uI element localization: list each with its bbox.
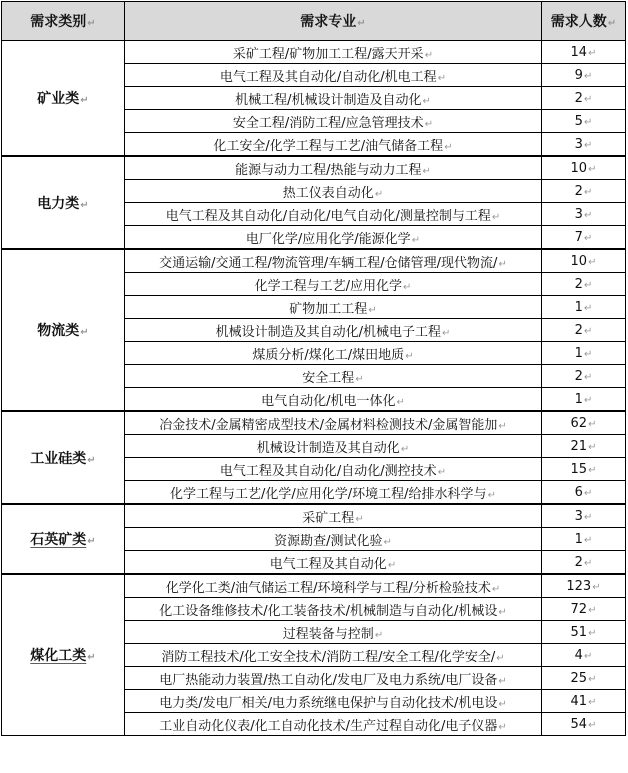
count-cell — [542, 458, 626, 481]
count-value: 9 — [574, 67, 583, 83]
major-cell — [125, 504, 542, 528]
paragraph-mark: ↵ — [487, 489, 496, 501]
table-row — [2, 41, 626, 64]
paragraph-mark: ↵ — [87, 652, 96, 663]
paragraph-mark: ↵ — [496, 652, 505, 664]
paragraph-mark: ↵ — [422, 165, 431, 177]
major-cell — [125, 64, 542, 87]
category-label: 工业硅类 — [30, 450, 87, 467]
paragraph-mark: ↵ — [383, 536, 392, 548]
count-value: 7 — [574, 229, 583, 245]
paragraph-mark: ↵ — [403, 281, 412, 293]
major-cell — [125, 365, 542, 388]
paragraph-mark: ↵ — [355, 513, 364, 525]
major-label: 矿物加工工程 — [289, 301, 368, 317]
count-cell — [542, 411, 626, 435]
major-label: 化工设备维修技术/化工装备技术/机械制造与自动化/机械设 — [159, 603, 498, 619]
paragraph-mark: ↵ — [396, 396, 405, 408]
count-cell — [542, 574, 626, 598]
paragraph-mark: ↵ — [588, 696, 597, 708]
paragraph-mark: ↵ — [498, 258, 507, 270]
category-label: 煤化工类 — [30, 648, 87, 664]
paragraph-mark: ↵ — [422, 95, 431, 107]
major-cell — [125, 481, 542, 505]
header-major: 需求专业↵ — [125, 2, 542, 41]
count-value: 2 — [574, 368, 583, 384]
count-cell — [542, 133, 626, 157]
category-label: 物流类 — [37, 323, 80, 339]
paragraph-mark: ↵ — [498, 698, 507, 710]
paragraph-mark: ↵ — [583, 394, 593, 406]
paragraph-mark: ↵ — [424, 49, 434, 61]
major-cell — [125, 41, 542, 64]
major-label: 能源与动力工程/热能与动力工程 — [235, 162, 422, 178]
major-label: 电气工程及其自动化/自动化/电气自动化/测量控制与工程 — [165, 208, 491, 224]
major-cell — [125, 133, 542, 157]
category-label: 石英矿类 — [30, 532, 87, 548]
major-cell — [125, 574, 542, 598]
count-value: 2 — [574, 276, 583, 292]
major-label: 采矿工程 — [302, 510, 355, 526]
count-value: 25 — [570, 670, 588, 686]
paragraph-mark: ↵ — [80, 327, 89, 338]
count-cell — [542, 226, 626, 250]
count-cell — [542, 64, 626, 87]
major-label: 电气工程及其自动化/自动化/测控技术 — [219, 463, 437, 479]
count-value: 5 — [574, 113, 583, 129]
major-cell — [125, 667, 542, 690]
major-cell — [125, 528, 542, 551]
major-label: 交通运输/交通工程/物流管理/车辆工程/仓储管理/现代物流/ — [159, 255, 498, 271]
count-value: 10 — [570, 160, 588, 176]
major-label: 机械工程/机械设计制造及自动化 — [235, 92, 422, 108]
major-cell — [125, 226, 542, 250]
paragraph-mark: ↵ — [355, 373, 364, 385]
count-cell — [542, 41, 626, 64]
paragraph-mark: ↵ — [583, 116, 593, 128]
count-value: 2 — [574, 322, 583, 338]
count-cell — [542, 110, 626, 133]
paragraph-mark: ↵ — [444, 141, 453, 153]
paragraph-mark: ↵ — [588, 604, 597, 616]
paragraph-mark: ↵ — [498, 606, 507, 618]
count-value: 72 — [570, 601, 588, 617]
major-cell — [125, 690, 542, 713]
paragraph-mark: ↵ — [374, 629, 384, 641]
paragraph-mark: ↵ — [491, 211, 501, 223]
paragraph-mark: ↵ — [400, 443, 410, 455]
count-cell — [542, 435, 626, 458]
count-value: 14 — [570, 44, 588, 60]
major-cell — [125, 435, 542, 458]
paragraph-mark: ↵ — [583, 186, 593, 198]
header-category: 需求类别↵ — [2, 2, 125, 41]
count-cell — [542, 504, 626, 528]
major-cell — [125, 110, 542, 133]
paragraph-mark: ↵ — [592, 581, 601, 593]
category-cell — [2, 41, 125, 157]
recruitment-demand-table — [1, 1, 626, 736]
count-cell — [542, 551, 626, 575]
major-label: 消防工程技术/化工安全技术/消防工程/安全工程/化学安全/ — [161, 649, 496, 665]
major-cell — [125, 388, 542, 412]
major-cell — [125, 180, 542, 203]
major-cell — [125, 273, 542, 296]
header-count: 需求人数↵ — [542, 2, 626, 41]
count-cell — [542, 249, 626, 273]
count-cell — [542, 203, 626, 226]
paragraph-mark: ↵ — [588, 719, 597, 731]
paragraph-mark: ↵ — [80, 199, 89, 211]
count-cell — [542, 342, 626, 365]
paragraph-mark: ↵ — [80, 95, 89, 106]
count-cell — [542, 319, 626, 342]
count-cell — [542, 481, 626, 505]
paragraph-mark: ↵ — [583, 139, 593, 151]
table-row — [2, 574, 626, 598]
paragraph-mark: ↵ — [498, 675, 507, 687]
count-cell — [542, 690, 626, 713]
count-value: 1 — [574, 345, 583, 361]
major-cell — [125, 296, 542, 319]
count-value: 10 — [570, 253, 588, 269]
paragraph-mark: ↵ — [588, 256, 597, 268]
count-value: 1 — [574, 391, 583, 407]
paragraph-mark: ↵ — [583, 511, 593, 523]
paragraph-mark: ↵ — [424, 118, 434, 130]
count-cell — [542, 273, 626, 296]
count-value: 123 — [566, 578, 592, 594]
major-label: 化学化工类/油气储运工程/环境科学与工程/分析检验技术 — [165, 580, 491, 596]
paragraph-mark: ↵ — [583, 325, 593, 337]
paragraph-mark: ↵ — [583, 534, 593, 546]
count-value: 15 — [570, 461, 588, 477]
count-cell — [542, 528, 626, 551]
paragraph-mark: ↵ — [387, 559, 397, 571]
count-value: 62 — [570, 415, 588, 431]
major-cell — [125, 713, 542, 736]
major-cell — [125, 156, 542, 180]
count-value: 2 — [574, 554, 583, 570]
major-label: 化学工程与工艺/化学/应用化学/环境工程/给排水科学与 — [170, 486, 487, 502]
count-cell — [542, 296, 626, 319]
major-cell — [125, 319, 542, 342]
count-cell — [542, 156, 626, 180]
major-label: 电气自动化/机电一体化 — [261, 393, 396, 409]
paragraph-mark: ↵ — [374, 188, 384, 200]
table-header-row — [2, 2, 626, 41]
major-label: 安全工程/消防工程/应急管理技术 — [232, 115, 424, 131]
major-cell — [125, 411, 542, 435]
paragraph-mark: ↵ — [588, 163, 597, 175]
major-cell — [125, 621, 542, 644]
count-cell — [542, 180, 626, 203]
paragraph-mark: ↵ — [583, 348, 593, 360]
category-cell — [2, 574, 125, 736]
major-cell — [125, 644, 542, 667]
paragraph-mark: ↵ — [498, 721, 507, 733]
count-cell — [542, 667, 626, 690]
major-label: 冶金技术/金属精密成型技术/金属材料检测技术/金属智能加 — [159, 417, 498, 433]
paragraph-mark: ↵ — [411, 234, 421, 246]
paragraph-mark: ↵ — [583, 279, 593, 291]
paragraph-mark: ↵ — [583, 232, 593, 244]
major-cell — [125, 458, 542, 481]
table-row — [2, 411, 626, 435]
major-label: 化工安全/化学工程与工艺/油气储备工程 — [213, 138, 444, 154]
paragraph-mark: ↵ — [498, 420, 507, 432]
paragraph-mark: ↵ — [405, 350, 414, 362]
major-cell — [125, 342, 542, 365]
count-value: 4 — [574, 647, 583, 663]
major-label: 安全工程 — [302, 370, 355, 386]
major-label: 电厂化学/应用化学/能源化学 — [245, 231, 411, 247]
major-cell — [125, 203, 542, 226]
major-cell — [125, 551, 542, 575]
paragraph-mark: ↵ — [583, 93, 593, 105]
paragraph-mark: ↵ — [583, 557, 593, 569]
count-value: 1 — [574, 299, 583, 315]
paragraph-mark: ↵ — [442, 327, 451, 339]
paragraph-mark: ↵ — [583, 371, 593, 383]
major-label: 机械设计制造及其自动化/机械电子工程 — [215, 324, 441, 340]
major-label: 采矿工程/矿物加工工程/露天开采 — [232, 46, 424, 62]
major-cell — [125, 249, 542, 273]
count-value: 1 — [574, 531, 583, 547]
major-cell — [125, 87, 542, 110]
table-row — [2, 504, 626, 528]
major-label: 电力类/发电厂相关/电力系统继电保护与自动化技术/机电设 — [159, 695, 498, 711]
table-body — [2, 41, 626, 736]
paragraph-mark: ↵ — [583, 209, 593, 221]
count-value: 3 — [574, 508, 583, 524]
paragraph-mark: ↵ — [491, 583, 501, 595]
paragraph-mark: ↵ — [437, 72, 447, 84]
count-value: 6 — [574, 484, 583, 500]
category-cell — [2, 156, 125, 249]
paragraph-mark: ↵ — [583, 487, 593, 499]
category-cell — [2, 504, 125, 574]
paragraph-mark: ↵ — [588, 673, 597, 685]
count-cell — [542, 87, 626, 110]
paragraph-mark: ↵ — [368, 304, 377, 316]
major-label: 化学工程与工艺/应用化学 — [254, 278, 402, 294]
count-value: 54 — [570, 716, 588, 732]
major-label: 机械设计制造及其自动化 — [256, 440, 400, 456]
count-value: 21 — [570, 438, 588, 454]
paragraph-mark: ↵ — [588, 47, 597, 59]
count-value: 2 — [574, 183, 583, 199]
paragraph-mark: ↵ — [588, 418, 597, 430]
paragraph-mark: ↵ — [87, 536, 96, 547]
count-cell — [542, 621, 626, 644]
paragraph-mark: ↵ — [583, 650, 593, 662]
category-label: 矿业类 — [37, 91, 80, 107]
major-label: 煤质分析/煤化工/煤田地质 — [252, 347, 405, 363]
table-row — [2, 156, 626, 180]
major-label: 过程装备与控制 — [282, 626, 374, 642]
count-value: 3 — [574, 206, 583, 222]
major-label: 工业自动化仪表/化工自动化技术/生产过程自动化/电子仪器 — [159, 718, 498, 734]
count-value: 2 — [574, 90, 583, 106]
count-value: 51 — [570, 624, 588, 640]
count-value: 41 — [570, 693, 588, 709]
count-cell — [542, 388, 626, 412]
count-cell — [542, 365, 626, 388]
category-cell — [2, 249, 125, 411]
paragraph-mark: ↵ — [87, 454, 96, 466]
category-cell — [2, 411, 125, 504]
paragraph-mark: ↵ — [588, 441, 597, 453]
count-cell — [542, 598, 626, 621]
major-label: 电气工程及其自动化/自动化/机电工程 — [219, 69, 437, 85]
major-label: 资源勘查/测试化验 — [274, 533, 383, 549]
major-label: 电气工程及其自动化 — [269, 556, 387, 572]
paragraph-mark: ↵ — [583, 302, 593, 314]
paragraph-mark: ↵ — [588, 627, 597, 639]
count-value: 3 — [574, 136, 583, 152]
paragraph-mark: ↵ — [588, 464, 597, 476]
major-label: 电厂热能动力装置/热工自动化/发电厂及电力系统/电厂设备 — [159, 672, 498, 688]
count-cell — [542, 713, 626, 736]
paragraph-mark: ↵ — [583, 70, 593, 82]
category-label: 电力类 — [37, 195, 80, 212]
count-cell — [542, 644, 626, 667]
major-cell — [125, 598, 542, 621]
major-label: 热工仪表自动化 — [282, 185, 374, 201]
paragraph-mark: ↵ — [437, 466, 447, 478]
table-row — [2, 249, 626, 273]
